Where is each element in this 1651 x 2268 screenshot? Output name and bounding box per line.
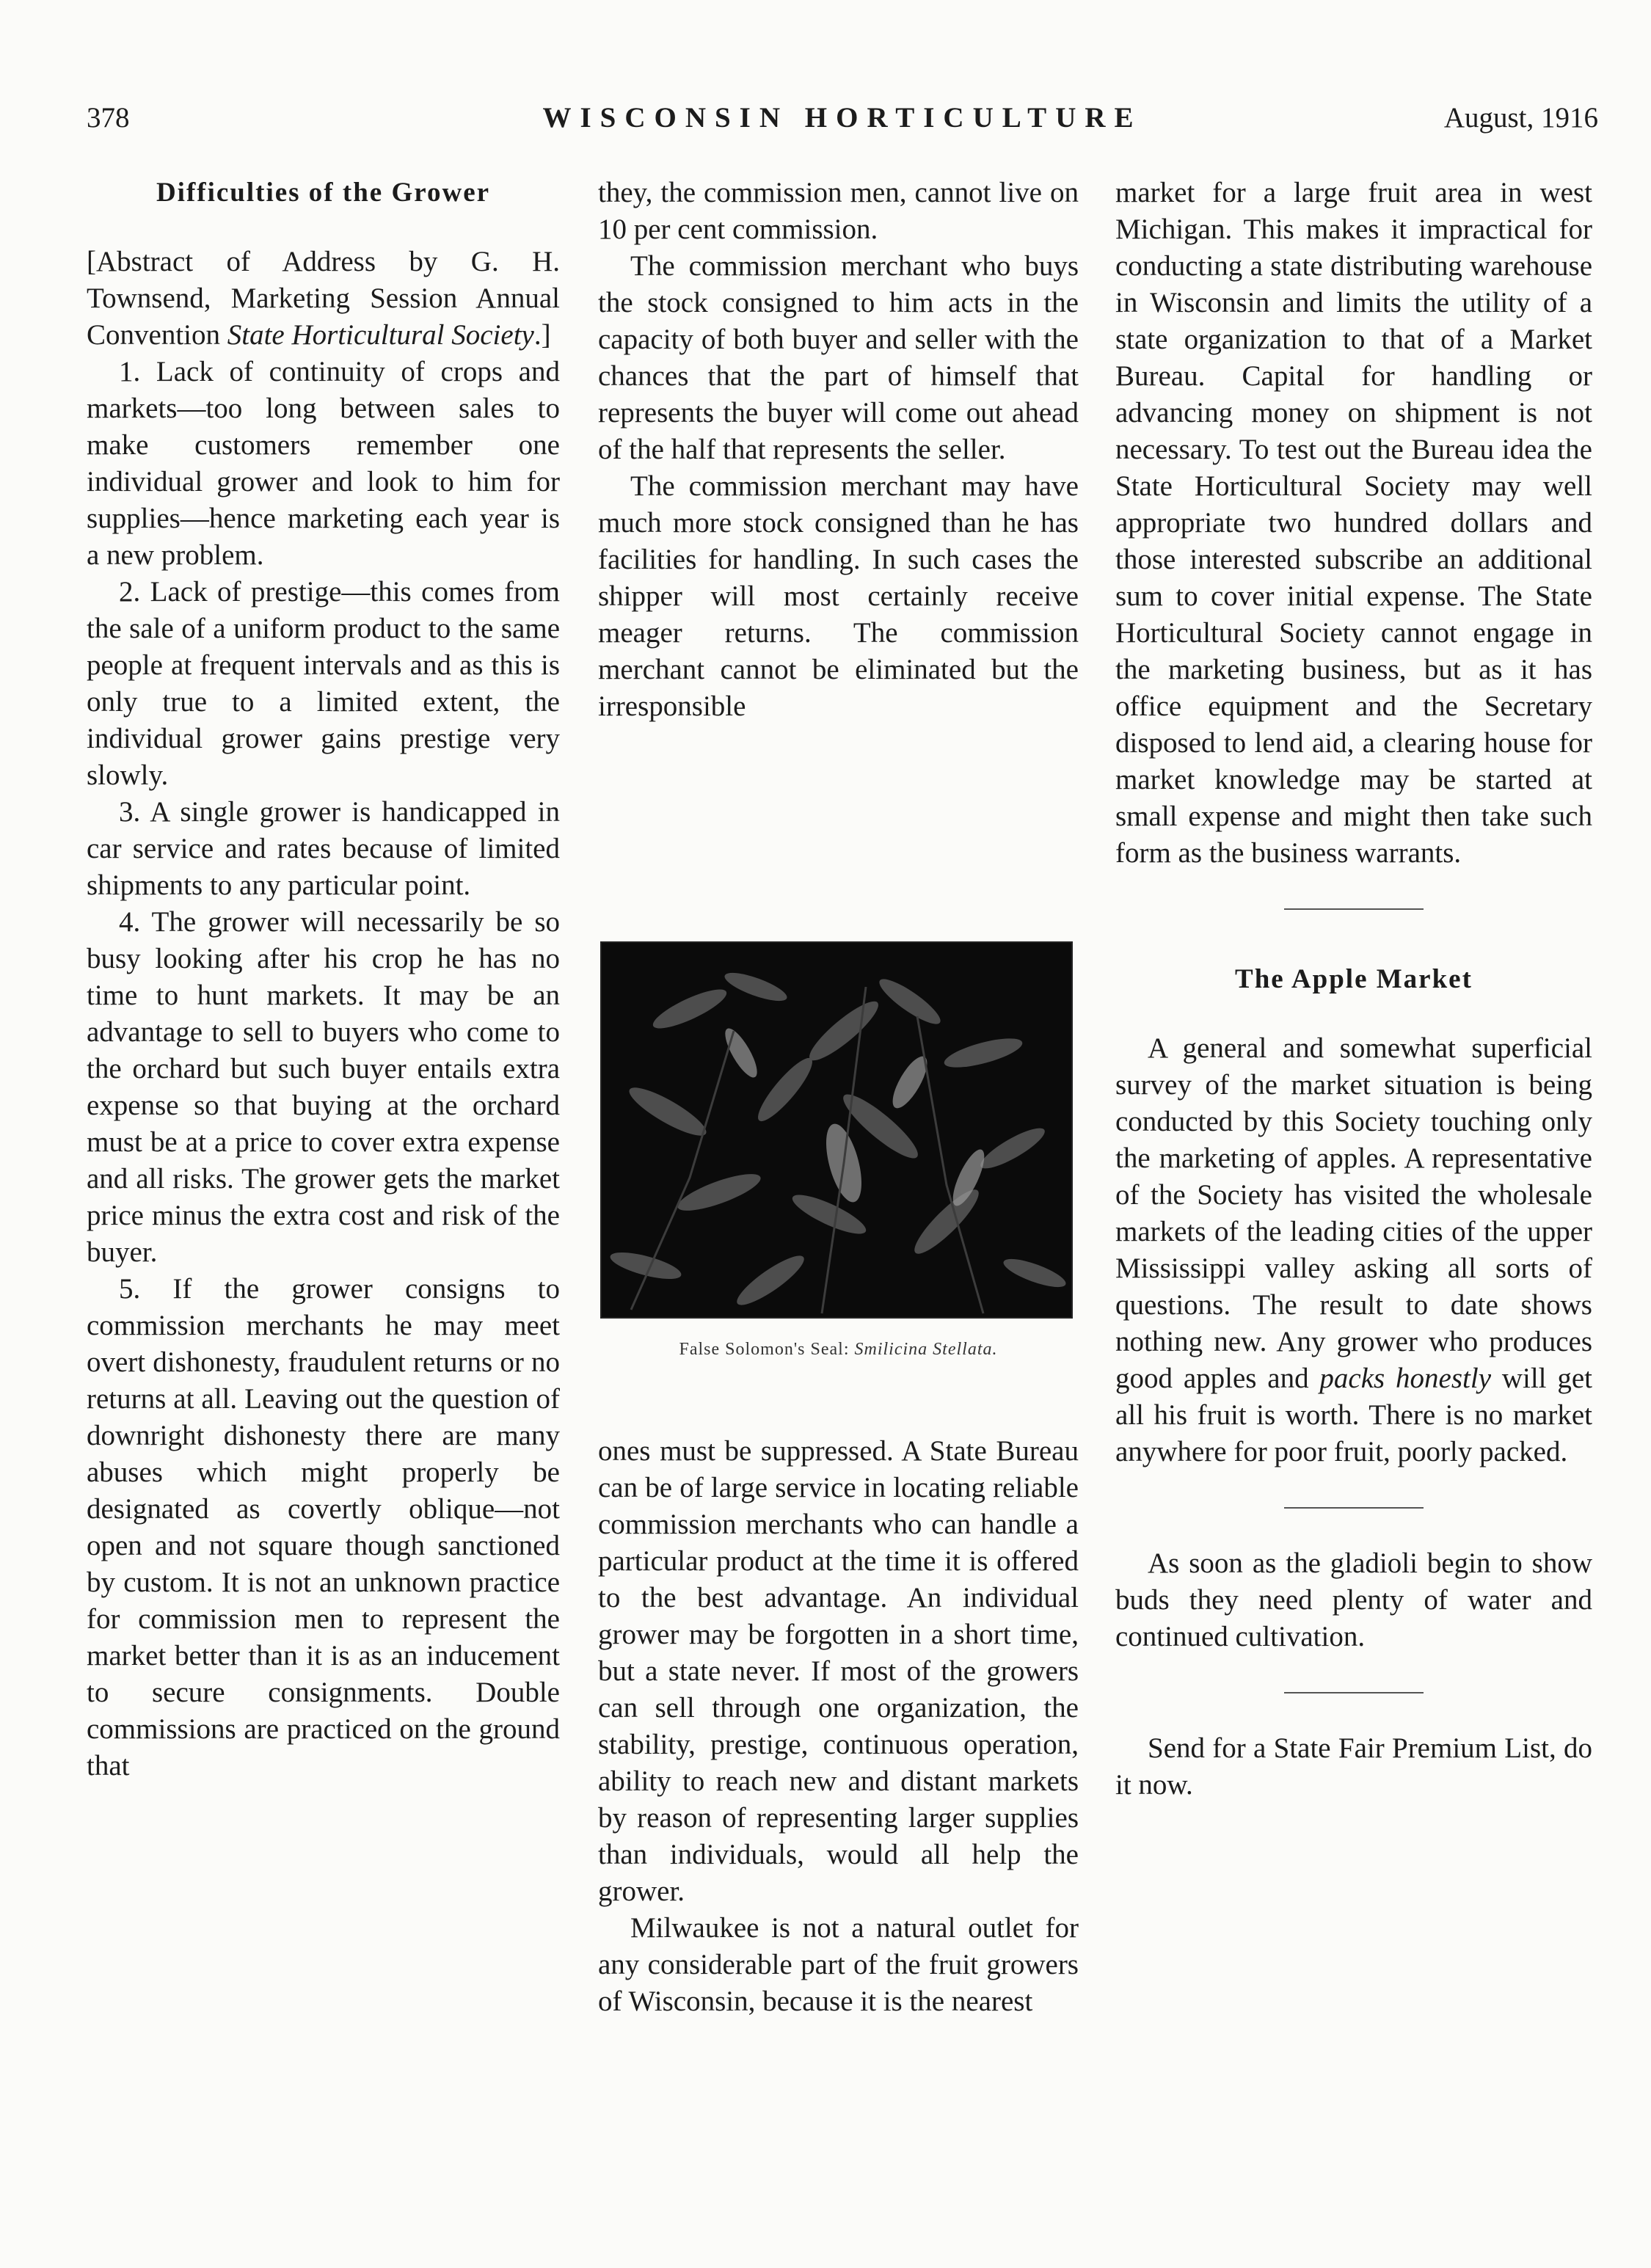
apple-text-italic: packs honestly <box>1319 1363 1492 1394</box>
body-paragraph: Milwaukee is not a natural outlet for any considerable part of the fruit growers of Wisconsin, because it is the nearest <box>598 1912 1079 2017</box>
body-paragraph: The commission merchant may have much more stock consigned than he has facilities for handling. In such cases the shipper will most certainly receive meager returns. The commission merchant cannot be eliminated but the irresponsible <box>598 470 1079 722</box>
column-3 <box>1115 175 1592 1804</box>
body-paragraph: market for a large fruit area in west Michigan. This makes it impractical for conducting a state distributing warehouse in Wisconsin and limits the utility of a state organization to that of a Market Bureau. Capital for handling or advancing money on shipment is not necessary. To test out the Bureau idea the State Horticultural Society may well appropriate two hundred dollars and those interested subscribe an additional sum to cover initial expense. The State Horticultural Society cannot engage in the marketing business, but as it has office equipment and the Secretary disposed to lend aid, a clearing house for market knowledge may be started at small expense and might then take such form as the business warrants. <box>1115 177 1592 869</box>
caption-prefix: False Solomon's Seal: <box>679 1340 855 1359</box>
apple-market-paragraph <box>1115 1030 1592 1470</box>
issue-date: August, 1916 <box>1443 102 1598 134</box>
list-item: 4. The grower will necessarily be so busy looking after his crop he has no time to hunt markets. It may be an advantage to sell to buyers who come to the orchard but such buyer entails extra expense so that buying at the orchard must be at a price to cover extra expense and all risks. The grower gets the market price minus the extra cost and risk of the buyer. <box>87 906 560 1268</box>
plant-photograph <box>600 941 1073 1319</box>
apple-market-title: The Apple Market <box>1235 964 1473 994</box>
photo-caption <box>598 1340 1079 1360</box>
abstract-society-name: State Horticultural Society <box>227 319 534 351</box>
list-item: 1. Lack of continuity of crops and markets—too long between sales to make customers remember one individual grower and look to him for supplies—hence marketing each year is a new problem. <box>87 356 560 571</box>
column-2-upper <box>598 175 1079 725</box>
article-title: Difficulties of the Grower <box>156 178 491 208</box>
state-fair-note: Send for a State Fair Premium List, do it now. <box>1115 1732 1592 1801</box>
abstract-suffix: .] <box>533 319 551 351</box>
gladioli-note: As soon as the gladioli begin to show buds they need plenty of water and continued cultivation. <box>1115 1547 1592 1652</box>
page-number: 378 <box>87 102 130 134</box>
foliage-image <box>602 943 1071 1317</box>
caption-species: Smilicina Stellata. <box>854 1340 998 1359</box>
list-item: 3. A single grower is handicapped in car service and rates because of limited shipments to any particular point. <box>87 796 560 901</box>
running-head <box>87 101 1598 145</box>
divider <box>1284 1692 1424 1693</box>
column-1 <box>87 175 560 1784</box>
apple-text-2: will get all his fruit is worth. There is no market anywhere for poor fruit, poorly packed. <box>1115 1363 1592 1467</box>
body-paragraph: ones must be suppressed. A State Bureau can be of large service in locating reliable commission merchants who can handle a particular product at the time it is offered to the best advantage. An individual grower may be forgotten in a short time, but a state never. If most of the growers can sell through one organization, the stability, prestige, continuous operation, ability to reach new and distant markets by reason of representing larger supplies than individuals, would all help the grower. <box>598 1435 1079 1907</box>
column-2-lower <box>598 1433 1079 2020</box>
body-paragraph: The commission merchant who buys the stock consigned to him acts in the capacity of both buyer and seller with the chances that the part of himself that represents the buyer will come out ahead of the half that represents the seller. <box>598 250 1079 465</box>
article-abstract <box>87 244 560 354</box>
apple-text-1: A general and somewhat superficial survey of the market situation is being conducted by this Society touching only the marketing of apples. A representative of the Society has visited the wholesale markets of the leading cities of the upper Mississippi valley asking all sorts of questions. The result to date shows nothing new. Any grower who produces good apples and <box>1115 1032 1592 1394</box>
body-paragraph: they, the commission men, cannot live on 10 per cent commission. <box>598 177 1079 245</box>
divider <box>1284 1507 1424 1509</box>
list-item: 5. If the grower consigns to commission merchants he may meet overt dishonesty, fraudulent returns or no returns at all. Leaving out the question of downright dishonesty there are many abuses which might properly be designated as covertly oblique—not open and not square though sanctioned by custom. It is not an unknown practice for commission men to represent the market better than it is as an inducement to secure consignments. Double commissions are practiced on the ground that <box>87 1273 560 1782</box>
list-item: 2. Lack of prestige—this comes from the sale of a uniform product to the same people at frequent intervals and as this is only true to a limited extent, the individual grower gains prestige very slowly. <box>87 576 560 791</box>
journal-title: WISCONSIN HORTICULTURE <box>542 102 1142 134</box>
abstract-prefix: [Abstract of Address by G. H. Townsend, Marketing Session Annual Convention <box>87 246 560 351</box>
divider <box>1284 908 1424 910</box>
